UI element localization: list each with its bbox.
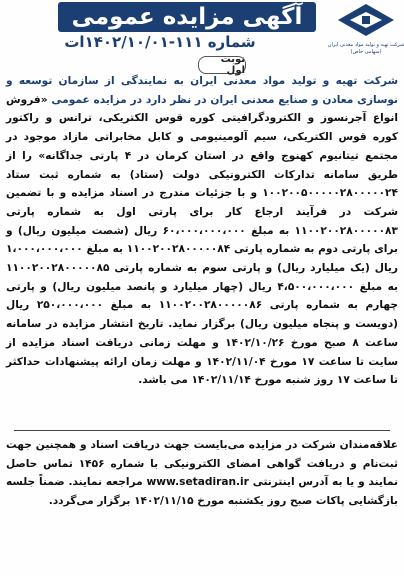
turn-badge: نوبت اول (198, 56, 246, 74)
logo-caption-1: شرکت تهیه و تولید مواد معدنی ایران (327, 42, 404, 48)
section-divider (14, 430, 390, 431)
company-logo (327, 2, 404, 56)
notice-footer: علاقه‌مندان شرکت در مزایده می‌بایست جهت دریافت اسناد و همچنین جهت ثبت‌نام و دریافت گواهی امضای الکترونیکی با شماره ۱۴۵۶ تماس حاصل نمایند و یا به آدرس اینترنتی www.setadiran.ir مراجعه نمایند. ضمناً جلسه بازگشایی پاکات صبح روز یکشنبه مورخ ۱۴۰۲/۱۱/۱۵ برگزار می‌گردد. (6, 439, 398, 508)
notice-header (0, 0, 404, 60)
notice-title: آگهی مزایده عمومی (58, 2, 316, 32)
notice-body (6, 72, 398, 390)
company-logo-icon (327, 2, 404, 56)
logo-caption-2: (سهامی خاص) (350, 49, 382, 55)
notice-number: شماره ۱۱۱-۱۴۰۲/۱۰/۰۱ات (64, 33, 256, 51)
notice-paragraph: «فروش انواع آجرنسوز و الکترودگرافیتی کوره قوس الکتریکی، ترانس و راکتور کوره قوس الکتریکی، سیم آلومینیومی و کابل مخابراتی مازاد موجود در مجتمع تیتانیوم کهنوج واقع در استان کرمان در ۴ پارتی جداگانه» را از طریق سامانه تدارکات الکترونیکی دولت (ستاد) به شماره ثبت ستاد ۱۰۰۲۰۰۵۰۰۰۰۰۲۸۰۰۰۰۰۲۴ و با جزئیات مندرج در اسناد مزایده و با تضمین شرکت در فرآیند ارجاع کار برای پارتی اول به شماره پارتی ۱۱۰۰۲۰۰۲۸۰۰۰۰۰۸۳ به مبلغ ۶۰،۰۰۰،۰۰۰،۰۰۰ ریال (شصت میلیون ریال) و برای پارتی دوم به شماره پارتی ۱۱۰۰۲۰۰۲۸۰۰۰۰۰۸۴ به مبلغ ۱،۰۰۰،۰۰۰،۰۰۰ ریال (یک میلیارد ریال) و پارتی سوم به شماره پارتی ۱۱۰۰۲۰۰۲۸۰۰۰۰۰۸۵ به مبلغ ۴،۵۰۰،۰۰۰،۰۰۰ ریال (چهار میلیارد و پانصد میلیون ریال) و پارتی چهارم به شماره پارتی ۱۱۰۰۲۰۰۲۸۰۰۰۰۰۸۶ به مبلغ ۲۵۰،۰۰۰،۰۰۰ ریال (دویست و پنجاه میلیون ریال) برگزار نماید. تاریخ انتشار مزایده در سامانه ساعت ۸ صبح مورخ ۱۴۰۲/۱۰/۲۶ و مهلت زمانی دریافت اسناد مزایده از سایت تا ساعت ۱۷ مورخ ۱۴۰۲/۱۱/۰۴ و مهلت زمان ارائه پیشنهادات حداکثر تا ساعت ۱۷ روز شنبه مورخ ۱۴۰۲/۱۱/۱۴ می باشد. (6, 93, 398, 387)
notice-lead: شرکت تهیه و تولید مواد معدنی ایران به نمایندگی از سازمان توسعه و نوسازی معادن و صنایع معدنی ایران در نظر دارد در مزایده عمومی (6, 75, 398, 106)
